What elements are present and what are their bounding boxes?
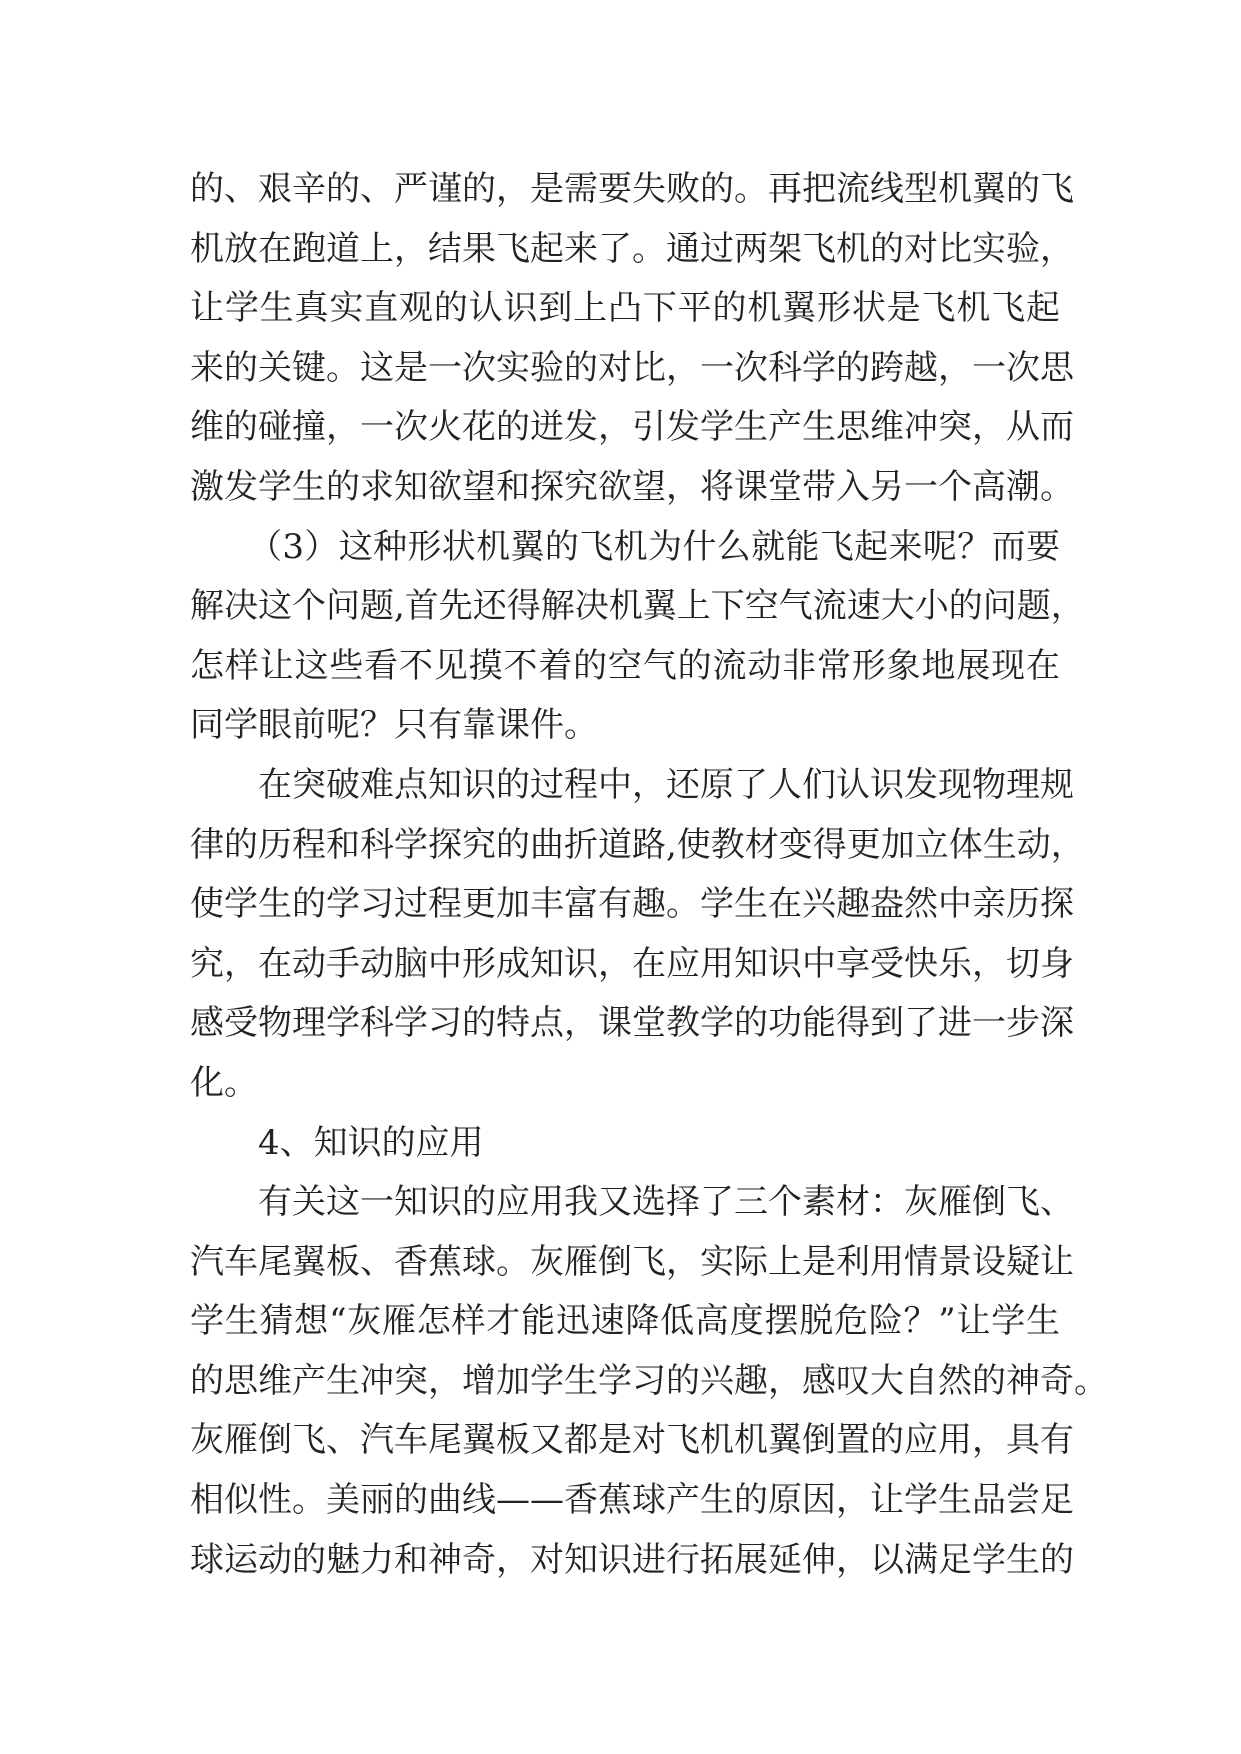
text-line: 究，在动手动脑中形成知识，在应用知识中享受快乐，切身	[190, 943, 1074, 984]
text-line: 机放在跑道上，结果飞起来了。通过两架飞机的对比实验，	[190, 228, 1074, 269]
section-heading: 4、知识的应用	[258, 1122, 484, 1163]
text-line: 激发学生的求知欲望和探究欲望，将课堂带入另一个高潮。	[190, 466, 1074, 507]
text-line: 球运动的魅力和神奇，对知识进行拓展延伸，以满足学生的	[190, 1539, 1074, 1580]
text-line: 灰雁倒飞、汽车尾翼板又都是对飞机机翼倒置的应用，具有	[190, 1420, 1074, 1461]
text-line: 感受物理学科学习的特点，课堂教学的功能得到了进一步深	[190, 1003, 1074, 1044]
text-line: 使学生的学习过程更加丰富有趣。学生在兴趣盎然中亲历探	[190, 884, 1074, 925]
text-line: 怎样让这些看不见摸不着的空气的流动非常形象地展现在	[190, 645, 1060, 686]
text-line: 在突破难点知识的过程中，还原了人们认识发现物理规	[258, 764, 1074, 805]
text-line: 律的历程和科学探究的曲折道路,使教材变得更加立体生动，	[190, 824, 1085, 865]
text-line: 同学眼前呢？只有靠课件。	[190, 705, 598, 746]
text-line: 解决这个问题,首先还得解决机翼上下空气流速大小的问题，	[190, 586, 1085, 627]
text-line: 维的碰撞，一次火花的迸发，引发学生产生思维冲突，从而	[190, 407, 1074, 448]
text-line: 让学生真实直观的认识到上凸下平的机翼形状是飞机飞起	[190, 288, 1060, 329]
text-line: 学生猜想“灰雁怎样才能迅速降低高度摆脱危险？”让学生	[190, 1301, 1060, 1342]
text-line: 汽车尾翼板、香蕉球。灰雁倒飞，实际上是利用情景设疑让	[190, 1241, 1074, 1282]
text-line: 的、艰辛的、严谨的，是需要失败的。再把流线型机翼的飞	[190, 169, 1074, 209]
body-text	[190, 160, 1108, 1590]
text-line: 来的关键。这是一次实验的对比，一次科学的跨越，一次思	[190, 347, 1074, 388]
text-line: 有关这一知识的应用我又选择了三个素材：灰雁倒飞、	[258, 1182, 1074, 1223]
text-line: 相似性。美丽的曲线——香蕉球产生的原因，让学生品尝足	[190, 1480, 1074, 1521]
text-line: （3）这种形状机翼的飞机为什么就能飞起来呢？而要	[248, 526, 1060, 567]
text-line: 化。	[190, 1062, 258, 1103]
text-line: 的思维产生冲突，增加学生学习的兴趣，感叹大自然的神奇。	[190, 1360, 1108, 1401]
